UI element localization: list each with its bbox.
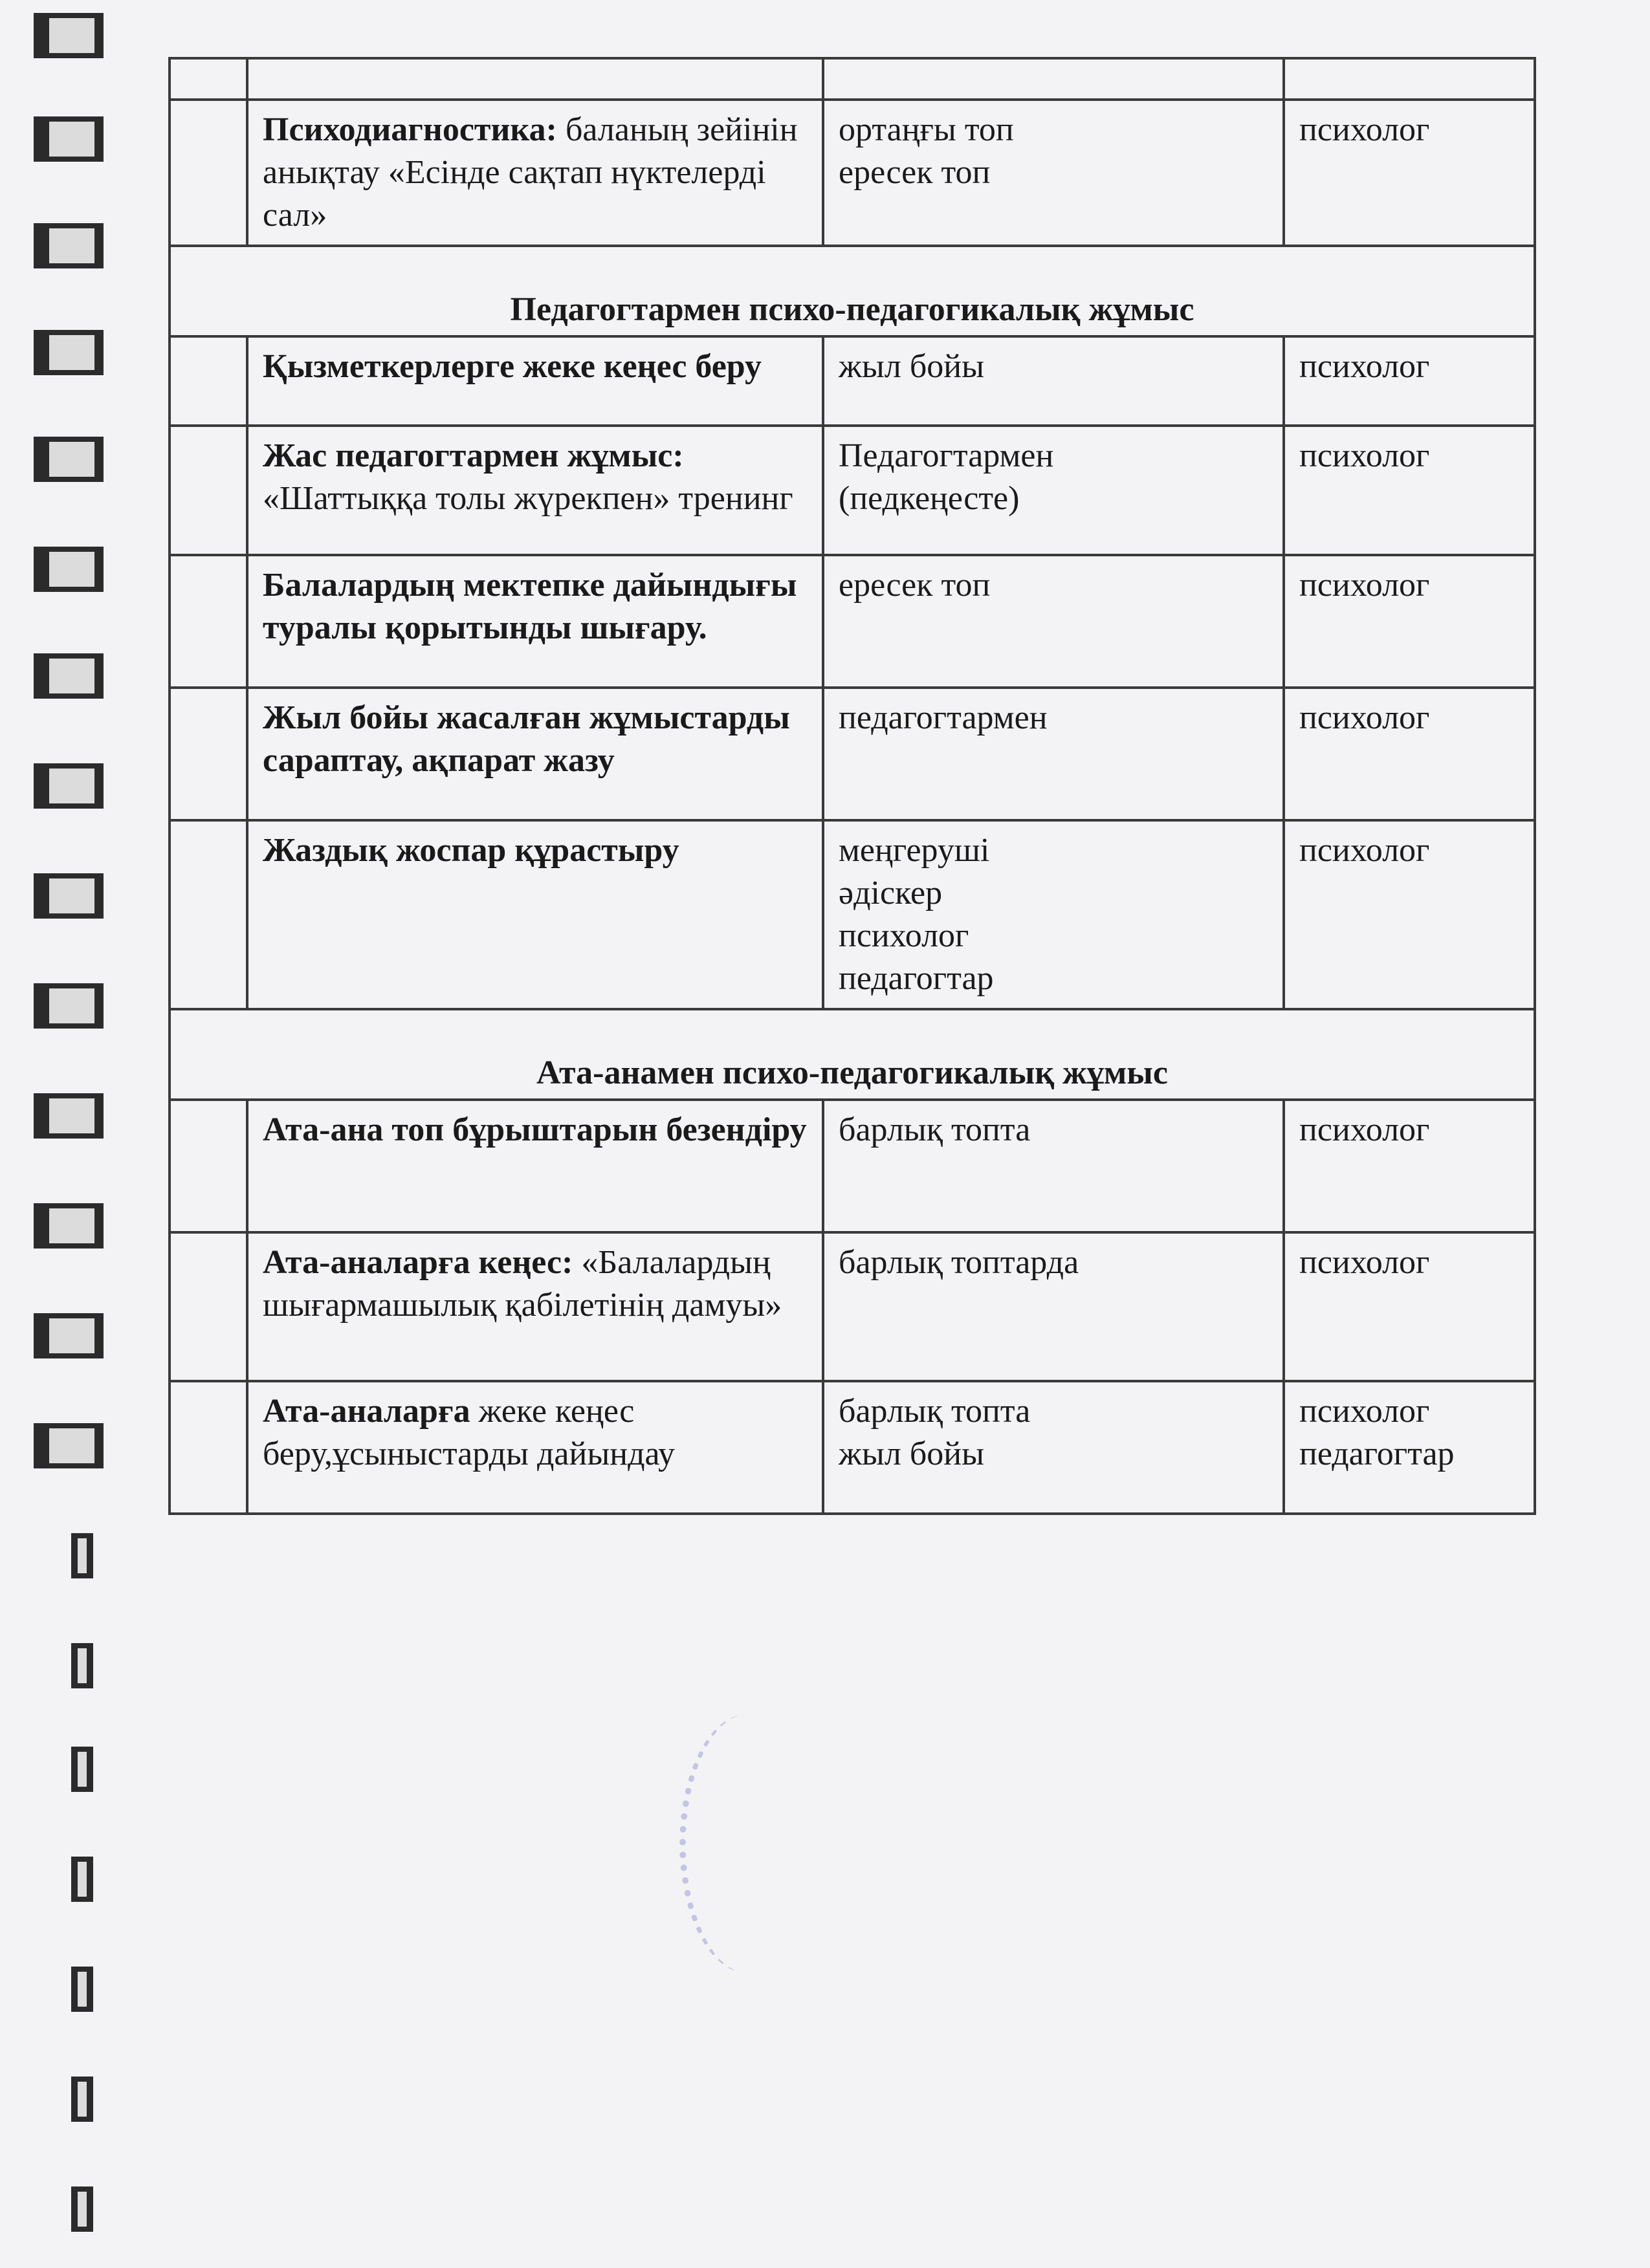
group-line: ересек топ (839, 154, 991, 191)
group-line: жыл бойы (839, 348, 985, 385)
binding-hole (34, 13, 104, 58)
responsible-line: психолог (1299, 111, 1430, 148)
responsible-line: психолог (1299, 437, 1430, 474)
section-heading-row (170, 1009, 1535, 1100)
section-heading-row (170, 246, 1535, 336)
activity-cell (247, 336, 823, 426)
table-row (170, 688, 1535, 820)
binding-hole (34, 1093, 104, 1139)
binding-hole (71, 1533, 93, 1578)
spiral-binding (0, 0, 116, 2268)
group-line: Педагогтармен (839, 437, 1054, 474)
binding-hole (34, 873, 104, 919)
group-line: әдіскер (839, 875, 943, 911)
table-top-row (170, 58, 1535, 100)
responsible-cell (1284, 555, 1535, 688)
responsible-cell (1284, 58, 1535, 100)
number-cell (170, 58, 247, 100)
binding-hole (71, 1967, 93, 2012)
responsible-cell (1284, 1100, 1535, 1232)
responsible-line: психолог (1299, 1111, 1430, 1148)
binding-hole (34, 547, 104, 592)
table-row (170, 555, 1535, 688)
section-heading: Ата-анамен психо-педагогикалық жұмыс (170, 1009, 1535, 1100)
group-cell (823, 336, 1284, 426)
binding-hole (71, 2077, 93, 2122)
work-plan-table (168, 57, 1536, 1515)
binding-hole (34, 653, 104, 699)
binding-hole (71, 1747, 93, 1792)
number-cell (170, 426, 247, 555)
responsible-cell (1284, 426, 1535, 555)
group-line: меңгеруші (839, 832, 990, 869)
binding-hole (34, 1423, 104, 1468)
responsible-cell (1284, 820, 1535, 1009)
activity-title: Қызметкерлерге жеке кеңес беру (263, 348, 762, 385)
activity-cell (247, 555, 823, 688)
activity-title: Балалардың мектепке дайындығы туралы қорытынды шығару. (263, 567, 797, 646)
section-heading: Педагогтармен психо-педагогикалық жұмыс (170, 246, 1535, 336)
number-cell (170, 1232, 247, 1381)
group-cell (823, 555, 1284, 688)
number-cell (170, 1381, 247, 1514)
binding-hole (34, 1203, 104, 1248)
responsible-line: психолог (1299, 699, 1430, 736)
group-line: барлық топта (839, 1393, 1031, 1430)
group-cell (823, 1232, 1284, 1381)
responsible-cell (1284, 1381, 1535, 1514)
group-cell (823, 58, 1284, 100)
group-line: ересек топ (839, 567, 991, 604)
group-line: барлық топтарда (839, 1244, 1079, 1281)
group-cell (823, 1381, 1284, 1514)
binding-hole (34, 763, 104, 809)
group-line: (педкеңесте) (839, 480, 1020, 517)
activity-cell (247, 58, 823, 100)
activity-description: «Балалардың шығармашылық қабілетінің дамуы» (263, 1244, 782, 1324)
responsible-cell (1284, 336, 1535, 426)
activity-cell (247, 100, 823, 246)
group-cell (823, 100, 1284, 246)
table-row (170, 100, 1535, 246)
number-cell (170, 820, 247, 1009)
binding-hole (71, 1857, 93, 1902)
activity-cell (247, 1100, 823, 1232)
activity-title: Ата-аналарға кеңес: (263, 1244, 573, 1281)
number-cell (170, 100, 247, 246)
responsible-line: психолог (1299, 348, 1430, 385)
table-row (170, 1381, 1535, 1514)
binding-hole (71, 2186, 93, 2232)
group-line: барлық топта (839, 1111, 1031, 1148)
activity-title: Ата-аналарға (263, 1393, 470, 1430)
table-row (170, 1232, 1535, 1381)
group-cell (823, 688, 1284, 820)
group-line: педагогтар (839, 960, 994, 997)
group-cell (823, 820, 1284, 1009)
responsible-line: психолог (1299, 1393, 1430, 1430)
activity-title: Ата-ана топ бұрыштарын безендіру (263, 1111, 807, 1148)
group-line: ортаңғы топ (839, 111, 1014, 148)
responsible-cell (1284, 688, 1535, 820)
faded-stamp (679, 1714, 815, 1973)
group-line: жыл бойы (839, 1435, 985, 1472)
binding-hole (34, 437, 104, 482)
binding-hole (34, 1313, 104, 1358)
table-row (170, 426, 1535, 555)
number-cell (170, 688, 247, 820)
number-cell (170, 555, 247, 688)
activity-title: Жаздық жоспар құрастыру (263, 832, 679, 869)
activity-cell (247, 426, 823, 555)
group-line: психолог (839, 917, 969, 954)
responsible-line: психолог (1299, 832, 1430, 869)
responsible-cell (1284, 100, 1535, 246)
binding-hole (34, 983, 104, 1029)
binding-hole (71, 1643, 93, 1688)
activity-description: жеке кеңес беру,ұсыныстарды дайындау (263, 1393, 675, 1472)
number-cell (170, 336, 247, 426)
activity-cell (247, 688, 823, 820)
activity-title: Жас педагогтармен жұмыс: (263, 437, 684, 474)
binding-hole (34, 116, 104, 162)
group-cell (823, 1100, 1284, 1232)
responsible-line: психолог (1299, 567, 1430, 604)
responsible-line: психолог (1299, 1244, 1430, 1281)
binding-hole (34, 330, 104, 375)
activity-cell (247, 1381, 823, 1514)
responsible-cell (1284, 1232, 1535, 1381)
activity-cell (247, 820, 823, 1009)
binding-hole (34, 223, 104, 268)
activity-cell (247, 1232, 823, 1381)
activity-title: Жыл бойы жасалған жұмыстарды сараптау, ақпарат жазу (263, 699, 790, 779)
activity-description: «Шаттыққа толы жүрекпен» тренинг (263, 480, 793, 517)
table-row (170, 820, 1535, 1009)
group-line: педагогтармен (839, 699, 1048, 736)
activity-title: Психодиагностика: (263, 111, 557, 148)
activity-description: баланың зейінін анықтау «Есінде сақтап нүктелерді сал» (263, 111, 798, 234)
group-cell (823, 426, 1284, 555)
table-row (170, 336, 1535, 426)
table-row (170, 1100, 1535, 1232)
responsible-line: педагогтар (1299, 1435, 1455, 1472)
number-cell (170, 1100, 247, 1232)
